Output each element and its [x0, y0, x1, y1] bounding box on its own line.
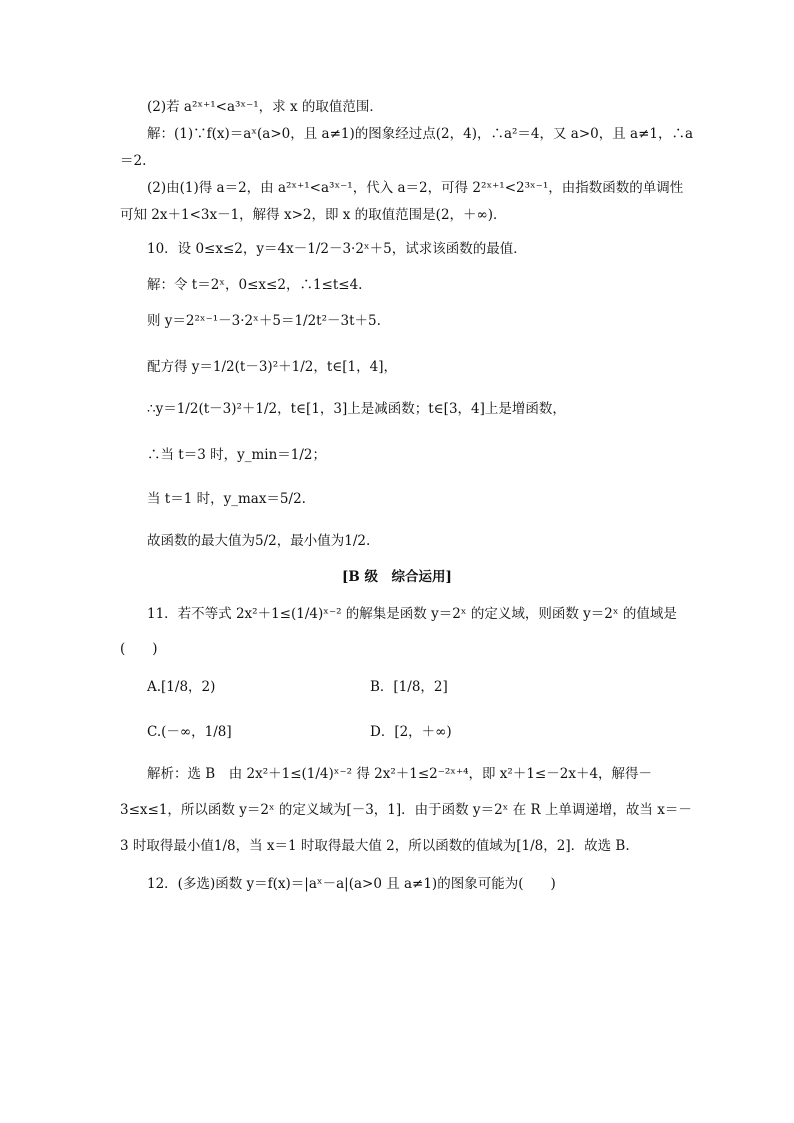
solution-9-part-2-line-2: 可知 2x＋1<3x－1，解得 x>2，即 x 的取值范围是(2，＋∞)．	[120, 207, 507, 223]
solution-10-line-4: ∴y＝1/2(t－3)²＋1/2，t∈[1，3]上是减函数；t∈[3，4]上是增函数，	[147, 401, 566, 417]
solution-10-line-2: 则 y＝2²ˣ⁻¹－3·2ˣ＋5＝1/2t²－3t＋5.	[147, 313, 381, 329]
solution-10-line-6: 当 t＝1 时，y_max＝5/2.	[147, 491, 306, 507]
solution-11-line-3: 3 时取得最小值1/8，当 x＝1 时取得最大值 2，所以函数的值域为[1/8，2]．故选 B.	[120, 838, 630, 854]
question-12: 12．(多选)函数 y＝f(x)＝|aˣ－a|(a>0 且 a≠1)的图象可能为( )	[147, 876, 556, 892]
option-a: A.[1/8，2)	[147, 679, 216, 695]
solution-11-line-1: 解析：选 B 由 2x²＋1≤(1/4)ˣ⁻² 得 2x²＋1≤2⁻²ˣ⁺⁴，即 x²＋1≤－2x＋4，解得－	[147, 766, 653, 782]
solution-10-line-5: ∴当 t＝3 时，y_min＝1/2；	[147, 447, 327, 463]
question-11-answer-blank: ( )	[120, 641, 158, 657]
question-10: 10．设 0≤x≤2，y＝4x－1/2－3·2ˣ＋5，试求该函数的最值．	[147, 241, 527, 257]
solution-9-part-1-line-1: 解：(1)∵f(x)＝aˣ(a>0，且 a≠1)的图象经过点(2，4)，∴a²＝4，又 a>0，且 a≠1，∴a	[147, 126, 694, 142]
option-c: C.(－∞，1/8]	[147, 724, 232, 740]
question-9-part-2: (2)若 a²ˣ⁺¹<a³ˣ⁻¹，求 x 的取值范围．	[147, 99, 383, 115]
section-heading: [B 级 综合运用]	[342, 569, 452, 585]
solution-11-line-2: 3≤x≤1，所以函数 y＝2ˣ 的定义域为[－3，1]．由于函数 y＝2ˣ 在 R 上单调递增，故当 x＝－	[120, 802, 692, 818]
option-b: B．[1/8，2]	[370, 679, 448, 695]
solution-10-line-7: 故函数的最大值为5/2，最小值为1/2.	[147, 533, 371, 549]
solution-9-part-2-line-1: (2)由(1)得 a＝2，由 a²ˣ⁺¹<a³ˣ⁻¹，代入 a＝2，可得 2²ˣ⁺¹<2³ˣ⁻¹，由指数函数的单调性	[147, 180, 684, 196]
solution-9-part-1-line-2: ＝2.	[120, 153, 147, 169]
question-11-line-1: 11．若不等式 2x²＋1≤(1/4)ˣ⁻² 的解集是函数 y＝2ˣ 的定义域，则函数 y＝2ˣ 的值域是	[147, 606, 677, 622]
solution-10-line-3: 配方得 y＝1/2(t－3)²＋1/2，t∈[1，4]，	[147, 359, 397, 375]
option-d: D．[2，＋∞)	[370, 724, 452, 740]
solution-10-line-1: 解：令 t＝2ˣ，0≤x≤2，∴1≤t≤4.	[147, 277, 363, 293]
